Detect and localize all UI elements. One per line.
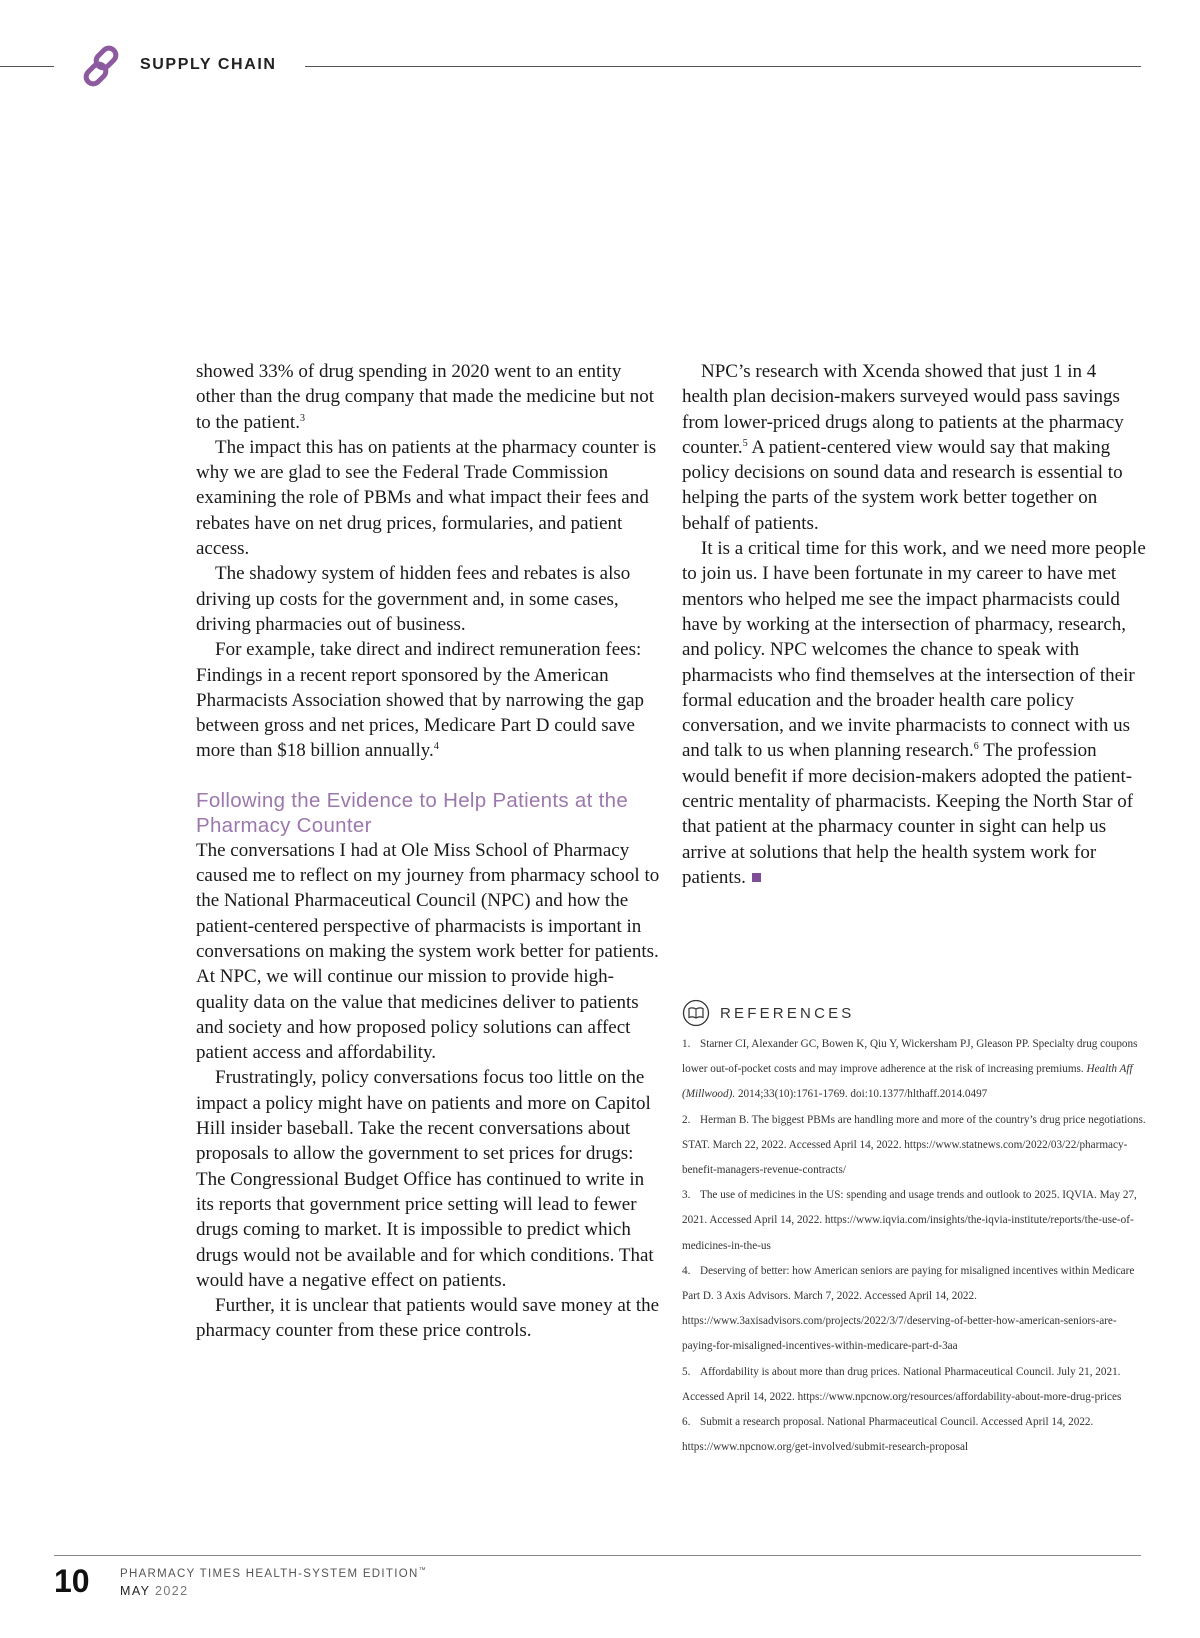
chain-link-icon bbox=[82, 44, 126, 88]
reference-item: 1. Starner CI, Alexander GC, Bowen K, Qiu Y, Wickersham PJ, Gleason PP. Specialty drug coupons lower out-of-pocket costs and may improve adherence at the risk of increasing premiums. Health Aff (Millwood). 2014;33(10):1761-1769. doi:10.1377/hlthaff.2014.0497 bbox=[682, 1038, 1138, 1101]
paragraph: The impact this has on patients at the pharmacy counter is why we are glad to see the Federal Trade Commission examining the role of PBMs and what impact their fees and rebates have on net drug prices, formularies, and patient access. bbox=[196, 436, 657, 560]
paragraph: The conversations I had at Ole Miss School of Pharmacy caused me to reflect on my journey from pharmacy school to the National Pharmaceutical Council (NPC) and how the patient-centered perspective of pharmacists is important in conversations on making the system work better for patients. At NPC, we will continue our mission to provide high-quality data on the value that medicines deliver to patients and society and how proposed policy solutions can affect patient access and affordability. bbox=[196, 839, 660, 1064]
footer-rule bbox=[54, 1555, 1141, 1556]
publication-name: PHARMACY TIMES HEALTH-SYSTEM EDITION™ bbox=[120, 1567, 427, 1580]
reference-item: 2. Herman B. The biggest PBMs are handling more and more of the country’s drug price negotiations. STAT. March 22, 2022. Accessed April 14, 2022. https://www.statnews.com/2022/03/22/pharmacy-benefit-managers-revenue-contracts/ bbox=[682, 1113, 1146, 1177]
reference-item: 3. The use of medicines in the US: spending and usage trends and outlook to 2025. IQVIA. May 27, 2021. Accessed April 14, 2022. https://www.iqvia.com/insights/the-iqvia-institute/reports/the-use-of-medicines-in-the-us bbox=[682, 1189, 1137, 1252]
open-book-icon bbox=[682, 999, 710, 1027]
end-of-article-mark bbox=[752, 873, 761, 882]
paragraph: For example, take direct and indirect remuneration fees: Findings in a recent report sponsored by the American Pharmacists Association showed that by narrowing the gap between gross and net prices, Medicare Part D could save more than $18 billion annually.$^4$ bbox=[196, 639, 645, 762]
reference-item: 6. Submit a research proposal. National Pharmaceutical Council. Accessed April 14, 2022. https://www.npcnow.org/get-involved/submit-research-proposal bbox=[682, 1416, 1094, 1454]
reference-item: 4. Deserving of better: how American seniors are paying for misaligned incentives within Medicare Part D. 3 Axis Advisors. March 7, 2022. Accessed April 14, 2022. https://www.3axisadvisors.com/projects/2022/3/7/deserving-of-better-how-american-seniors-are-paying-for-misaligned-incentives-within-medicare-part-d-3aa bbox=[682, 1264, 1135, 1353]
paragraph: showed 33% of drug spending in 2020 went to an entity other than the drug company that made the medicine but not to the patient.$^3$ bbox=[196, 361, 654, 433]
right-column bbox=[682, 359, 1147, 890]
reference-item: 5. Affordability is about more than drug prices. National Pharmaceutical Council. July 21, 2021. Accessed April 14, 2022. https://www.npcnow.org/resources/affordability-about-more-drug-prices bbox=[682, 1365, 1122, 1403]
section-subheading: Following the Evidence to Help Patients at the Pharmacy Counter bbox=[196, 788, 629, 837]
paragraph: Frustratingly, policy conversations focus too little on the impact a policy might have on patients and more on Capitol Hill insider baseball. Take the recent conversations about proposals to allow the government to set prices for drugs: The Congressional Budget Office has continued to write in its reports that government price setting will lead to fewer drugs coming to market. It is impossible to predict which drugs would not be available and for which conditions. That would have a negative effect on patients. bbox=[196, 1067, 654, 1291]
references-section bbox=[682, 998, 1147, 1460]
paragraph: NPC’s research with Xcenda showed that just 1 in 4 health plan decision-makers surveyed would pass savings from lower-priced drugs along to patients at the pharmacy counter.$^5$ A patient-centered view would say that making policy decisions on sound data and research is essential to helping the parts of the system work better together on behalf of patients. bbox=[682, 361, 1124, 534]
paragraph: It is a critical time for this work, and we need more people to join us. I have been fortunate in my career to have met mentors who helped me see the impact pharmacists could have by working at the intersection of pharmacy, research, and policy. NPC welcomes the chance to speak with pharmacists who find themselves at the intersection of their formal education and the broader health care policy conversation, and we invite pharmacists to connect with us and talk to us when planning research.$^6$ The profession would benefit if more decision-makers adopted the patient-centric mentality of pharmacists. Keeping the North Star of that patient at the pharmacy counter in sight can help us arrive at solutions that help the health system work for patients. bbox=[682, 538, 1146, 888]
references-title: REFERENCES bbox=[720, 1004, 855, 1022]
header-rule-right bbox=[305, 66, 1141, 67]
header-rule-left bbox=[0, 66, 54, 67]
issue-date: MAY 2022 bbox=[120, 1584, 189, 1598]
page-number: 10 bbox=[54, 1563, 90, 1599]
paragraph: Further, it is unclear that patients would save money at the pharmacy counter from these price controls. bbox=[196, 1295, 660, 1342]
section-title: SUPPLY CHAIN bbox=[140, 56, 277, 73]
paragraph: The shadowy system of hidden fees and rebates is also driving up costs for the government and, in some cases, driving pharmacies out of business. bbox=[196, 563, 631, 635]
references-list bbox=[682, 1032, 1147, 1460]
left-column bbox=[196, 359, 661, 1344]
references-header bbox=[682, 998, 1147, 1028]
